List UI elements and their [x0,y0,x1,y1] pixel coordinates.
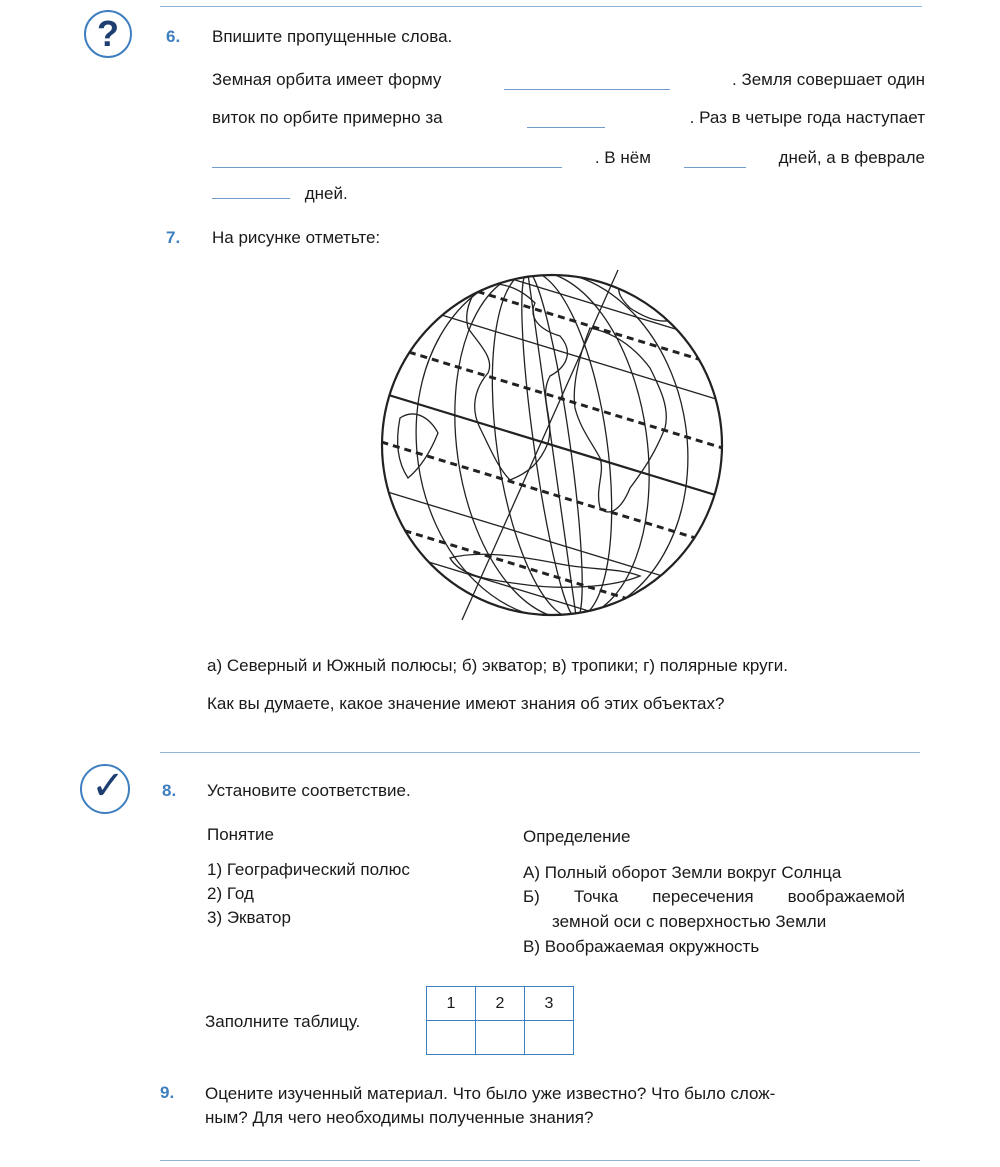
task6-line1-start: Земная орбита имеет форму [212,70,442,89]
task6-line4-text: дней. [304,184,348,203]
concept-item: 2) Год [207,884,254,903]
top-divider [160,6,922,7]
definition-item [523,887,905,907]
task6-line3-mid: . В нём [594,148,651,167]
task7-number: 7. [166,228,181,247]
blank-orbit-time[interactable] [527,113,605,128]
blank-leap-year[interactable] [212,153,562,168]
task6-prompt: Впишите пропущенные слова. [212,27,453,46]
check-icon [80,764,130,814]
task7-prompt: На рисунке отметьте: [212,228,381,247]
task7-options: а) Северный и Южный полюсы; б) экватор; в) тропики; г) полярные круги. [207,656,789,675]
continent-outline [398,414,438,478]
task6-number: 6. [166,27,181,46]
answer-cell[interactable] [476,1021,525,1055]
table-header-cell: 1 [427,987,476,1021]
task6-line3-end: дней, а в феврале [778,148,925,167]
task8-number: 8. [162,781,177,800]
task6-line2-end: . Раз в четыре года наступает [689,108,925,127]
blank-orbit-shape[interactable] [504,75,670,90]
bottom-divider [160,1160,920,1161]
task9-number: 9. [160,1083,175,1102]
task6-line2-start: виток по орбите примерно за [212,108,443,127]
concept-item: 1) Географический полюс [207,860,410,879]
task7-question: Как вы думаете, какое значение имеют знания об этих объектах? [207,694,725,713]
definition-word: Точка [573,887,619,906]
task6-line4 [212,184,348,204]
answer-cell[interactable] [525,1021,574,1055]
divider [160,752,920,753]
concept-header: Понятие [207,825,275,844]
definition-item: А) Полный оборот Земли вокруг Солнца [523,863,842,882]
fill-table-label: Заполните таблицу. [205,1012,361,1031]
check-mark-glyph: ✓ [91,764,125,808]
task6-line3 [212,148,925,168]
question-icon [84,10,132,58]
table-header-cell: 2 [476,987,525,1021]
answer-cell[interactable] [427,1021,476,1055]
definition-item-continued: земной оси с поверхностью Земли [552,912,827,931]
task6-line2 [212,108,925,128]
question-mark-glyph: ? [97,13,119,54]
blank-days-in-year[interactable] [684,153,746,168]
definition-word: Б) [523,887,540,906]
globe-illustration [360,258,740,638]
definition-word: воображаемой [787,887,905,906]
definition-word: пересечения [652,887,754,906]
task9-line2: ным? Для чего необходимы полученные знания? [205,1108,594,1127]
task6-line1-end: . Земля совершает один [732,70,925,89]
earth-axis [462,270,618,620]
task6-line1 [212,70,925,90]
task8-prompt: Установите соответствие. [207,781,411,800]
blank-february-days[interactable] [212,184,290,199]
answer-table [426,986,574,1055]
concept-item: 3) Экватор [207,908,291,927]
definition-item: В) Воображаемая окружность [523,937,760,956]
definition-header: Определение [523,827,631,846]
task9-line1: Оцените изученный материал. Что было уже известно? Что было слож- [205,1084,776,1103]
table-header-cell: 3 [525,987,574,1021]
